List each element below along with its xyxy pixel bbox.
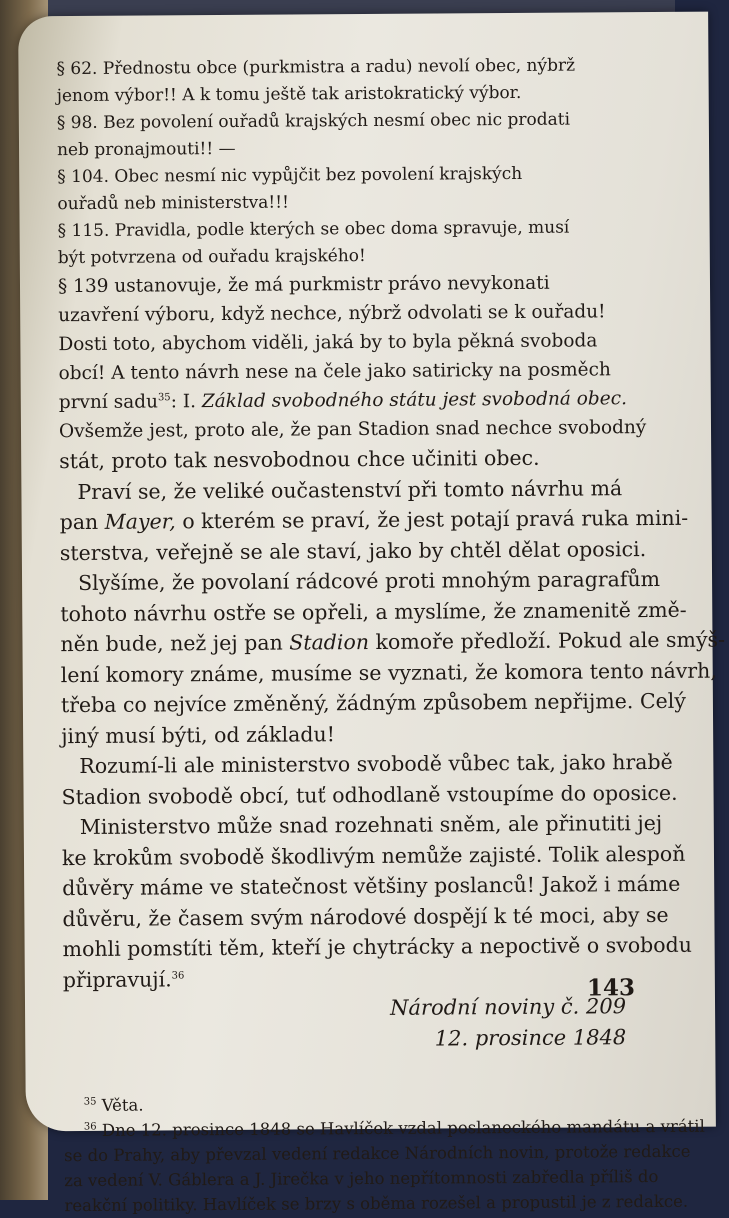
text-line: uzavření výboru, když nechce, nýbrž odvolati se k ouřadu!: [58, 301, 606, 327]
text-run: připravují.: [62, 966, 172, 992]
text-line-mixed: [59, 384, 654, 417]
footnote-line: se do Prahy, aby převzal vedení redakce Národních novin, protože redakce: [64, 1141, 691, 1166]
text-line: důvěry máme ve statečnost většiny poslanců! Jakož i máme: [62, 871, 681, 901]
text-line-mixed: [59, 503, 689, 538]
text-line: ouřadů neb ministerstva!!!: [57, 192, 289, 215]
footnote-ref-35: 35: [157, 392, 171, 404]
footnote-ref-36: 36: [171, 969, 185, 982]
text-line: lení komory známe, musíme se vyznati, že komora tento návrh,: [60, 658, 717, 687]
source-date: 12. prosince 1848: [434, 1025, 627, 1051]
footnote-line: reakční politiky. Havlíček se brzy s oběma rozešel a propustil je z redakce.: [64, 1191, 689, 1216]
footnote-text: Dne 12. prosince 1848 se Havlíček vzdal poslaneckého mandátu a vrátil: [101, 1116, 705, 1140]
text-line-mixed: [63, 960, 658, 995]
text-run: první sadu: [58, 391, 159, 414]
text-line: Ministerstvo může snad rozehnati sněm, ale přinutiti jej: [79, 810, 663, 840]
text-line: Stadion svobodě obcí, tuť odhodlaně vstoupíme do oposice.: [61, 780, 678, 809]
source-citation: Národní noviny č. 209: [390, 994, 627, 1020]
text-line: tohoto návrhu ostře se opřeli, a myslíme, že znamenitě změ-: [60, 597, 687, 626]
text-line: Ovšemže jest, proto ale, že pan Stadion snad nechce svobodný: [58, 417, 647, 443]
text-line: ke krokům svobodě škodlivým nemůže zajisté. Tolik alespoň: [61, 841, 686, 870]
text-run: : I.: [170, 391, 197, 413]
book-page: [18, 12, 726, 1216]
text-line: neb pronajmouti!! —: [56, 138, 236, 161]
text-line: Slyšíme, že povolaní rádcové proti mnohým paragrafům: [77, 566, 661, 596]
text-line: sterstva, veřejně se ale staví, jako by chtěl dělat oposici.: [59, 536, 647, 565]
text-run: pan: [59, 509, 99, 535]
footnote-text: Věta.: [101, 1095, 144, 1115]
text-line: § 139 ustanovuje, že má purkmistr právo nevykonati: [57, 272, 550, 298]
footnote-mark: 35: [83, 1096, 97, 1108]
text-line: § 62. Přednostu obce (purkmistra a radu) nevolí obec, nýbrž: [56, 55, 576, 80]
text-line: § 115. Pravidla, podle kterých se obec doma spravuje, musí: [57, 217, 570, 242]
text-line: § 104. Obec nesmí nic vypůjčit bez povolení krajských: [57, 163, 523, 188]
text-line: stát, proto tak nesvobodnou chce učiniti obec.: [59, 445, 540, 474]
text-line: § 98. Bez povolení ouřadů krajských nesmí obec nic prodati: [56, 109, 571, 134]
text-line: Rozumí-li ale ministerstvo svobodě vůbec tak, jako hrabě: [79, 749, 673, 779]
text-run: komoře předloží. Pokud ale smýš-: [375, 627, 726, 654]
text-run: něn bude, než jej pan: [60, 630, 283, 657]
text-line: Praví se, že veliké oučastenství při tomto návrhu má: [77, 475, 623, 504]
text-line: třeba co nejvíce změněný, žádným způsobem nepřijme. Celý: [60, 688, 686, 718]
text-line: Dosti toto, abychom viděli, jaká by to byla pěkná svoboda: [58, 330, 598, 356]
text-line: jenom výbor!! A k tomu ještě tak aristokratický výbor.: [56, 82, 522, 107]
text-line: mohli pomstíti těm, kteří je chytrácky a nepoctivě o svobodu: [62, 932, 693, 962]
text-run: o kterém se praví, že jest potají pravá ruka mini-: [182, 505, 689, 534]
text-line-mixed: [60, 625, 726, 660]
footnote-mark: 36: [83, 1121, 97, 1133]
italic-phrase: Základ svobodného státu jest svobodná obec.: [201, 388, 628, 413]
text-line: být potvrzena od ouřadu krajského!: [57, 246, 366, 269]
text-line: obcí! A tento návrh nese na čele jako satiricky na posměch: [58, 359, 611, 385]
text-line: důvěru, že časem svým národové dospějí k té moci, aby se: [62, 902, 669, 931]
text-line: jiný musí býti, od základu!: [61, 721, 335, 748]
footnotes: [64, 1089, 705, 1218]
italic-name: Mayer,: [104, 509, 176, 534]
page-number: 143: [586, 974, 636, 1002]
page-text: [56, 52, 726, 1218]
footnote-line: za vedení V. Gáblera a J. Jirečka v jeho nepřítomnosti zabředla příliš do: [64, 1166, 659, 1191]
italic-name: Stadion: [289, 629, 370, 655]
